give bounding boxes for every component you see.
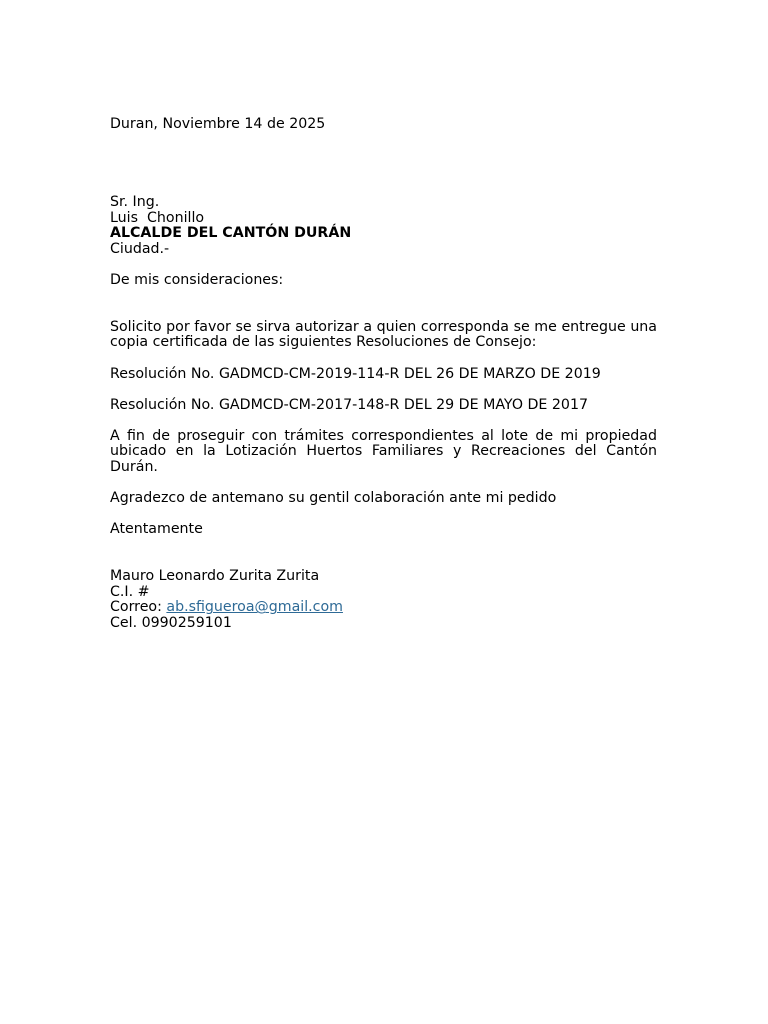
spacer bbox=[110, 476, 657, 492]
email-link[interactable]: ab.sfigueroa@gmail.com bbox=[166, 599, 343, 616]
spacer bbox=[110, 257, 657, 273]
spacer bbox=[110, 289, 657, 320]
resolution-item-1: Resolución No. GADMCD-CM-2019-114-R DEL 26 DE MARZO DE 2019 bbox=[110, 365, 601, 382]
spacer bbox=[110, 351, 657, 367]
recipient-title: Sr. Ing. bbox=[110, 193, 160, 210]
salutation: De mis consideraciones: bbox=[110, 271, 284, 288]
signature-name: Mauro Leonardo Zurita Zurita bbox=[110, 568, 320, 585]
letter-date: Duran, Noviembre 14 de 2025 bbox=[110, 116, 326, 132]
signature-email-line bbox=[110, 600, 657, 616]
letter-body bbox=[110, 117, 657, 632]
purpose-paragraph: A fin de proseguir con trámites correspondientes al lote de mi propiedad ubicado en la Lotización Huertos Familiares y Recreaciones del Cantón Durán. bbox=[110, 427, 657, 476]
spacer bbox=[110, 538, 657, 569]
request-paragraph: Solicito por favor se sirva autorizar a quien corresponda se me entregue una copia certificada de las siguientes Resoluciones de Consejo: bbox=[110, 318, 657, 351]
signature-block bbox=[110, 569, 657, 631]
closing-line: Atentamente bbox=[110, 521, 203, 538]
recipient-block bbox=[110, 195, 657, 257]
recipient-name: Luis Chonillo bbox=[110, 209, 205, 226]
spacer bbox=[110, 413, 657, 429]
recipient-position: ALCALDE DEL CANTÓN DURÁN bbox=[110, 225, 352, 242]
spacer bbox=[110, 382, 657, 398]
resolution-item-2: Resolución No. GADMCD-CM-2017-148-R DEL 29 DE MAYO DE 2017 bbox=[110, 396, 588, 413]
signature-ci: C.I. # bbox=[110, 583, 150, 600]
signature-phone: Cel. 0990259101 bbox=[110, 615, 232, 632]
recipient-city: Ciudad.- bbox=[110, 240, 170, 257]
email-label: Correo: bbox=[110, 599, 167, 616]
spacer bbox=[110, 133, 657, 195]
thanks-line: Agradezco de antemano su gentil colaboración ante mi pedido bbox=[110, 490, 557, 507]
spacer bbox=[110, 507, 657, 523]
